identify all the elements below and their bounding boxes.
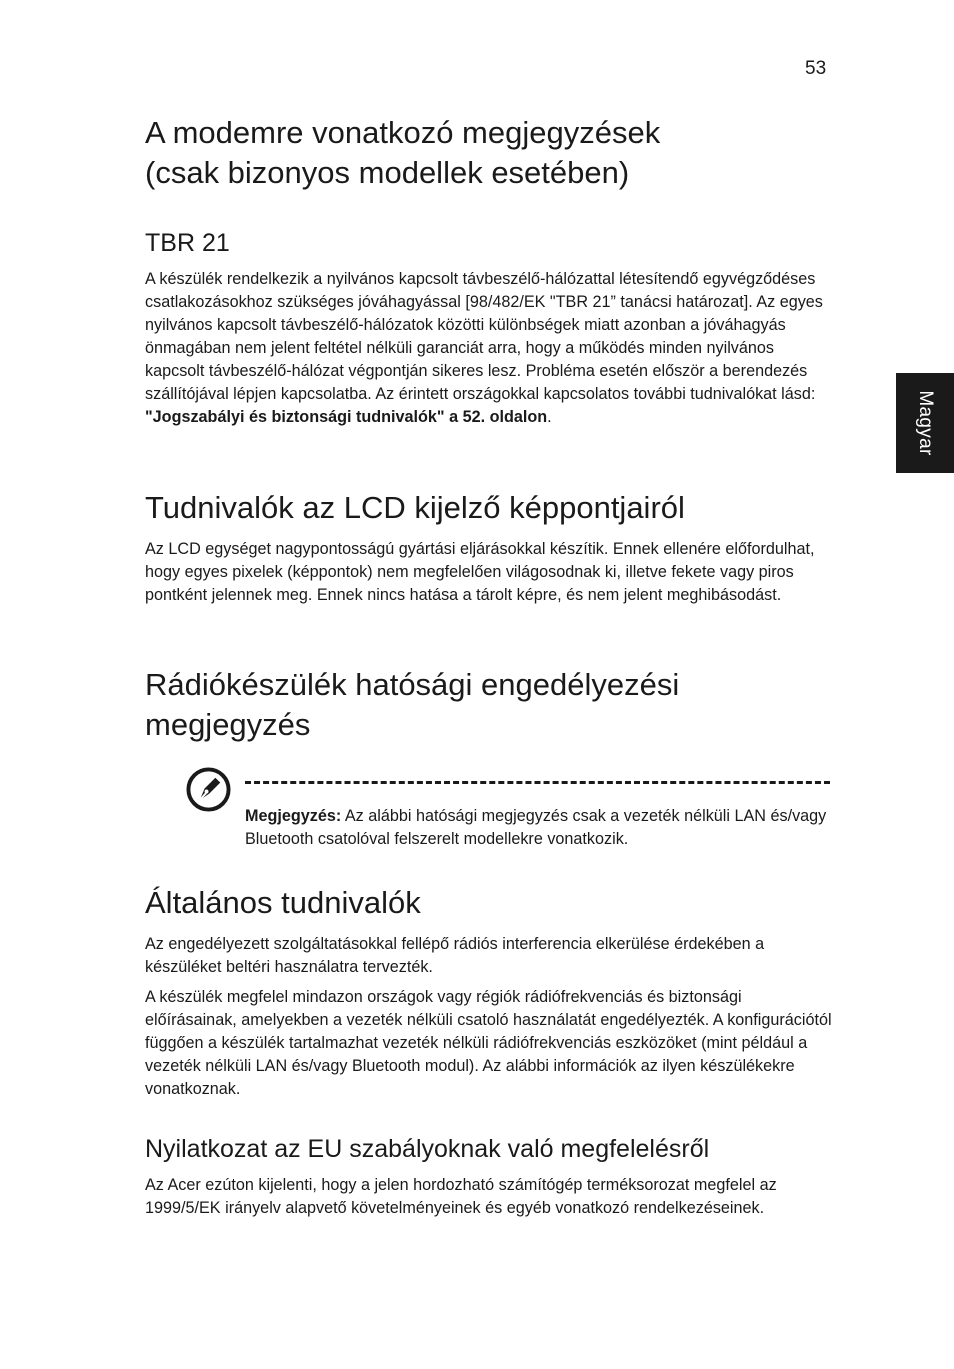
- note-text: [245, 805, 835, 851]
- note-pen-icon: [185, 766, 232, 813]
- regulatory-reference-link[interactable]: "Jogszabályi és biztonsági tudnivalók" a 52. oldalon: [145, 408, 548, 426]
- tbr21-paragraph: [145, 268, 835, 429]
- modem-notes-title-line2: (csak bizonyos modellek esetében): [145, 155, 630, 190]
- eu-declaration-paragraph: Az Acer ezúton kijelenti, hogy a jelen hordozható számítógép terméksorozat megfelel az 1999/5/EK irányelv alapvető követelményeinek és egyéb vonatkozó rendelkezéseinek.: [145, 1176, 777, 1217]
- page-number: 53: [805, 58, 827, 79]
- radio-notice-title-line1: Rádiókészülék hatósági engedélyezési: [145, 667, 680, 702]
- note-body: Az alábbi hatósági megjegyzés csak a vezeték nélküli LAN és/vagy Bluetooth csatolóval felszerelt modellekre vonatkozik.: [245, 807, 827, 848]
- radio-notice-title-line2: megjegyzés: [145, 707, 311, 742]
- general-info-title: Általános tudnivalók: [145, 885, 421, 920]
- note-label: Megjegyzés:: [245, 807, 342, 825]
- language-side-tab: [896, 373, 954, 473]
- eu-declaration-heading: Nyilatkozat az EU szabályoknak való megfelelésről: [145, 1135, 710, 1163]
- note-dashed-divider: [245, 781, 830, 784]
- general-info-paragraph-1: Az engedélyezett szolgáltatásokkal fellépő rádiós interferencia elkerülése érdekében a készüléket beltéri használatra tervezték.: [145, 935, 765, 976]
- tbr21-end: .: [547, 408, 552, 426]
- tbr21-body: A készülék rendelkezik a nyilvános kapcsolt távbeszélő-hálózattal létesítendő egyvégződéses csatlakozásokhoz szükséges jóváhagyással [98/482/EK "TBR 21” tanácsi határozat]. Az egyes nyilvános kapcsolt távbeszélő-hálózatok közötti különbségek miatt azonban a jóváhagyás önmagában nem jelent feltétel nélküli garanciát arra, hogy a működés minden nyilvános kapcsolt távbeszélő-hálózat végpontján sikeres lesz. Probléma esetén először a berendezés szállítójával lépjen kapcsolatba. Az érintett országokkal kapcsolatos további tudnivalókat lásd:: [145, 270, 823, 403]
- lcd-pixel-paragraph: Az LCD egységet nagypontosságú gyártási eljárásokkal készítik. Ennek ellenére előfordulhat, hogy egyes pixelek (képpontok) nem megfelelően világosodnak ki, illetve fekete vagy piros pontként jelennek meg. Ennek nincs hatása a tárolt képre, és nem jelent meghibásodást.: [145, 540, 815, 604]
- tbr21-heading: TBR 21: [145, 229, 230, 257]
- lcd-pixel-title: Tudnivalók az LCD kijelző képpontjairól: [145, 490, 685, 525]
- modem-notes-title-line1: A modemre vonatkozó megjegyzések: [145, 115, 661, 150]
- language-tab-label: Magyar: [915, 390, 936, 456]
- general-info-paragraph-2: A készülék megfelel mindazon országok vagy régiók rádiófrekvenciás és biztonsági előírásainak, amelyekben a vezeték nélküli csatoló használatát engedélyezték. A konfigurációtól függően a készülék tartalmazhat vezeték nélküli rádiófrekvenciás eszközöket (mint például a vezeték nélküli LAN és/vagy Bluetooth modul). Az alábbi információk az ilyen készülékekre vonatkoznak.: [145, 988, 832, 1098]
